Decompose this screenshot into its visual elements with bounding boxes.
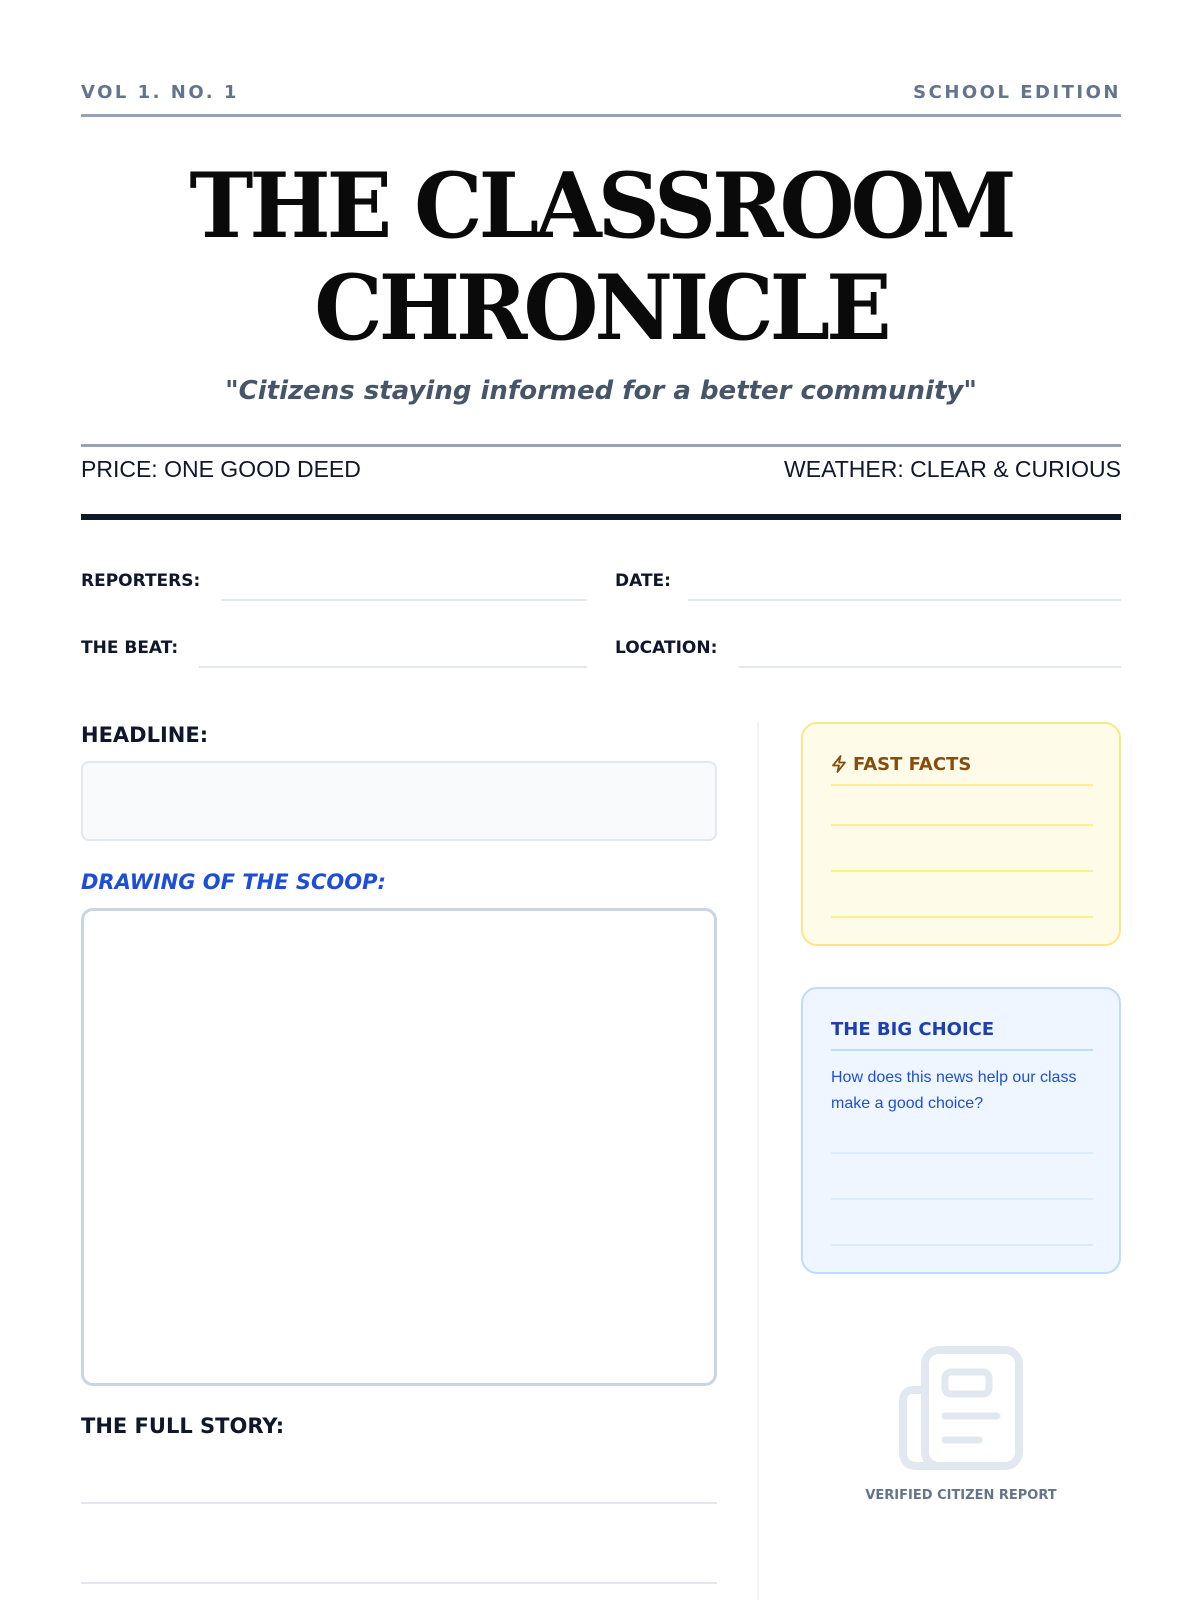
masthead-title — [81, 156, 1121, 360]
big-choice-line[interactable] — [831, 1152, 1093, 1154]
newspaper-icon — [899, 1346, 1023, 1470]
top-rule — [81, 114, 1121, 117]
big-choice-line[interactable] — [831, 1198, 1093, 1200]
location-field[interactable] — [615, 638, 1121, 668]
location-label: LOCATION: — [615, 638, 718, 658]
fast-facts-line[interactable] — [831, 916, 1093, 918]
reporters-field[interactable] — [81, 571, 587, 601]
fast-facts-line[interactable] — [831, 824, 1093, 826]
date-input-line[interactable] — [688, 599, 1121, 601]
fast-facts-line[interactable] — [831, 870, 1093, 872]
big-choice-title: THE BIG CHOICE — [831, 1019, 995, 1040]
big-choice-rule — [831, 1049, 1093, 1051]
fast-facts-box — [801, 722, 1121, 946]
big-choice-box — [801, 987, 1121, 1274]
masthead-line-1: THE CLASSROOM — [189, 154, 1013, 260]
location-input-line[interactable] — [739, 666, 1121, 668]
column-divider — [757, 722, 759, 1600]
reporters-label: REPORTERS: — [81, 571, 201, 591]
info-row — [81, 456, 1121, 484]
volume-number: VOL 1. NO. 1 — [81, 82, 239, 103]
drawing-label: DRAWING OF THE SCOOP: — [81, 870, 386, 894]
date-label: DATE: — [615, 571, 671, 591]
big-choice-line[interactable] — [831, 1244, 1093, 1246]
story-writing-line[interactable] — [81, 1582, 717, 1584]
fast-facts-header — [831, 754, 971, 775]
drawing-area[interactable] — [81, 908, 717, 1386]
full-story-label: THE FULL STORY: — [81, 1414, 285, 1438]
headline-input[interactable] — [81, 761, 717, 841]
masthead-line-2: CHRONICLE — [314, 255, 888, 361]
middle-rule — [81, 444, 1121, 447]
headline-label: HEADLINE: — [81, 723, 209, 747]
price-label: PRICE: ONE GOOD DEED — [81, 456, 361, 482]
fast-facts-title: FAST FACTS — [853, 754, 972, 775]
edition-label: SCHOOL EDITION — [913, 82, 1121, 103]
thick-rule — [81, 514, 1121, 520]
beat-input-line[interactable] — [199, 666, 587, 668]
seal-caption: VERIFIED CITIZEN REPORT — [865, 1488, 1057, 1503]
worksheet-page — [81, 0, 1121, 1600]
date-field[interactable] — [615, 571, 1121, 601]
big-choice-question: How does this news help our class make a good choice? — [831, 1069, 1077, 1112]
fast-facts-rule — [831, 784, 1093, 786]
weather-label: WEATHER: CLEAR & CURIOUS — [784, 456, 1121, 482]
beat-field[interactable] — [81, 638, 587, 668]
beat-label: THE BEAT: — [81, 638, 179, 658]
issue-meta-row — [81, 82, 1121, 104]
lightning-icon — [831, 755, 847, 773]
tagline: "Citizens staying informed for a better community" — [225, 376, 977, 406]
reporters-input-line[interactable] — [221, 599, 587, 601]
story-writing-line[interactable] — [81, 1502, 717, 1504]
